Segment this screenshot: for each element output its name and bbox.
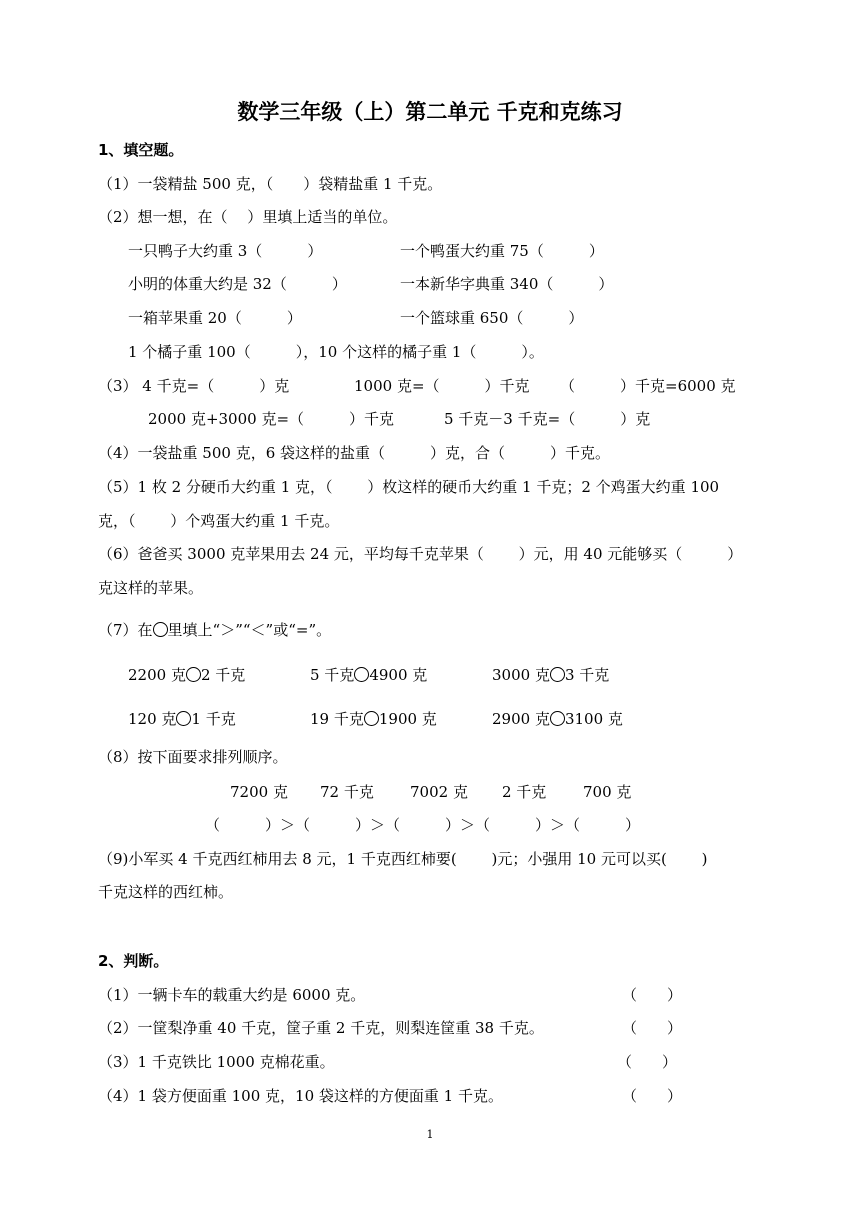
comparison-item: 5 千克 4900 克 bbox=[310, 666, 428, 684]
question-7-prompt-start: （7）在 bbox=[98, 621, 153, 639]
question-5-line: 克，（ ）个鸡蛋大约重 1 千克。 bbox=[98, 512, 340, 530]
section1-heading: 1、填空题。 bbox=[98, 141, 184, 159]
circle-icon bbox=[153, 622, 168, 637]
comparison-item: 120 克 1 千克 bbox=[128, 710, 236, 728]
judge-answer-paren[interactable]: （ ） bbox=[622, 1019, 683, 1037]
question-2-last: 1 个橘子重 100（ ），10 个这样的橘子重 1（ ）。 bbox=[128, 343, 544, 361]
question-3-part: 2000 克+3000 克=（ ）千克 bbox=[148, 410, 395, 428]
question-6-line: 克这样的苹果。 bbox=[98, 579, 204, 597]
compare-circle-icon[interactable] bbox=[550, 667, 565, 682]
judge-answer-paren[interactable]: （ ） bbox=[622, 1087, 683, 1105]
comparison-item: 2200 克 2 千克 bbox=[128, 666, 246, 684]
question-7-prompt-end: 里填上“＞”“＜”或“=”。 bbox=[167, 621, 332, 639]
question-3-part: 1000 克=（ ）千克 bbox=[354, 377, 530, 395]
question-2-item: 一只鸭子大约重 3（ ） bbox=[128, 242, 323, 260]
page-title: 数学三年级（上）第二单元 千克和克练习 bbox=[237, 100, 623, 124]
question-4: （4）一袋盐重 500 克，6 袋这样的盐重（ ）克，合（ ）千克。 bbox=[98, 444, 611, 462]
question-2-item: 一个鸭蛋大约重 75（ ） bbox=[400, 242, 604, 260]
page-number: 1 bbox=[426, 1128, 434, 1141]
order-value: 72 千克 bbox=[320, 783, 374, 801]
order-answer-line: （ ）＞（ ）＞（ ）＞（ ）＞（ ） bbox=[205, 816, 641, 834]
judge-item: （3）1 千克铁比 1000 克棉花重。 bbox=[98, 1053, 335, 1071]
comparison-item: 3000 克 3 千克 bbox=[492, 666, 610, 684]
question-9-line: （9)小军买 4 千克西红柿用去 8 元，1 千克西红柿要( )元；小强用 10 元可以买( ) bbox=[98, 850, 708, 868]
judge-answer-paren[interactable]: （ ） bbox=[617, 1053, 678, 1071]
order-value: 2 千克 bbox=[502, 783, 547, 801]
compare-circle-icon[interactable] bbox=[186, 667, 201, 682]
judge-item: （4）1 袋方便面重 100 克，10 袋这样的方便面重 1 千克。 bbox=[98, 1087, 503, 1105]
section2-heading: 2、判断。 bbox=[98, 952, 169, 970]
compare-circle-icon[interactable] bbox=[550, 711, 565, 726]
compare-circle-icon[interactable] bbox=[354, 667, 369, 682]
question-3-part: 5 千克－3 千克=（ ）克 bbox=[444, 410, 651, 428]
question-2-item: 一个篮球重 650（ ） bbox=[400, 309, 584, 327]
question-8-prompt: （8）按下面要求排列顺序。 bbox=[98, 748, 288, 766]
order-value: 7200 克 bbox=[230, 783, 288, 801]
compare-circle-icon[interactable] bbox=[364, 711, 379, 726]
compare-circle-icon[interactable] bbox=[176, 711, 191, 726]
judge-item: （2）一筐梨净重 40 千克，筐子重 2 千克，则梨连筐重 38 千克。 bbox=[98, 1019, 544, 1037]
order-value: 700 克 bbox=[583, 783, 632, 801]
question-5-line: （5）1 枚 2 分硬币大约重 1 克，（ ）枚这样的硬币大约重 1 千克；2 个鸡蛋大约重 100 bbox=[98, 478, 720, 496]
judge-item: （1）一辆卡车的载重大约是 6000 克。 bbox=[98, 986, 366, 1004]
judge-answer-paren[interactable]: （ ） bbox=[622, 986, 683, 1004]
question-2-item: 一本新华字典重 340（ ） bbox=[400, 275, 614, 293]
question-9-line: 千克这样的西红柿。 bbox=[98, 883, 234, 901]
question-1: （1）一袋精盐 500 克，（ ）袋精盐重 1 千克。 bbox=[98, 175, 443, 193]
question-3-part: （ ）千克=6000 克 bbox=[560, 377, 736, 395]
comparison-item: 19 千克 1900 克 bbox=[310, 710, 437, 728]
question-2-prompt: （2）想一想，在（ ）里填上适当的单位。 bbox=[98, 208, 398, 226]
order-value: 7002 克 bbox=[410, 783, 468, 801]
question-2-item: 小明的体重大约是 32（ ） bbox=[128, 275, 347, 293]
question-3-part: （3） 4 千克=（ ）克 bbox=[98, 377, 290, 395]
comparison-item: 2900 克 3100 克 bbox=[492, 710, 623, 728]
question-2-item: 一箱苹果重 20（ ） bbox=[128, 309, 302, 327]
question-7-prompt bbox=[98, 620, 331, 640]
question-6-line: （6）爸爸买 3000 克苹果用去 24 元，平均每千克苹果（ ）元，用 40 元能够买（ ） bbox=[98, 545, 743, 563]
